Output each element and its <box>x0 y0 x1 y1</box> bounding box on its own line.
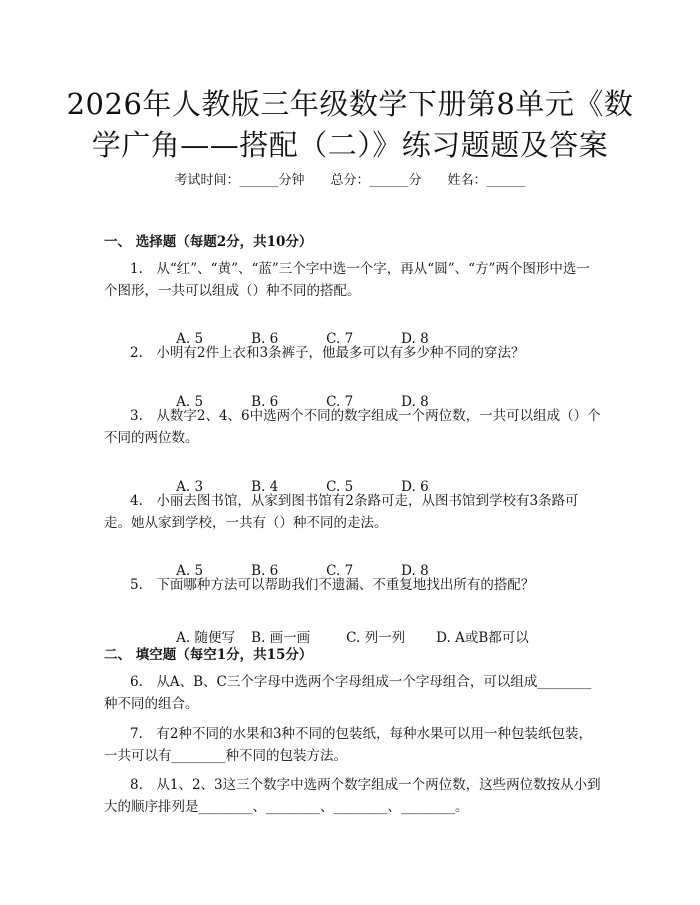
exam-info-line: 考试时间：______分钟 总分：______分 姓名：______ <box>174 173 526 188</box>
option-b: B. 6 <box>251 563 279 579</box>
option-a: A. 随便写 <box>176 630 236 646</box>
option-c: C. 7 <box>326 563 354 579</box>
option-a: A. 5 <box>176 394 204 410</box>
option-b: B. 6 <box>251 331 279 347</box>
option-c: C. 7 <box>326 331 354 347</box>
question-4: 4. 小丽去图书馆，从家到图书馆有2条路可走，从图书馆到学校有3条路可走。她从家到学校，一共有（）种不同的走法。 <box>104 493 579 531</box>
option-c: C. 7 <box>326 394 354 410</box>
option-d: D. 6 <box>401 479 429 495</box>
question-1: 1. 从“红”、“黄”、“蓝”三个字中选一个字，再从“圆”、“方”两个图形中选一个图形，一共可以组成（）种不同的搭配。 <box>104 261 590 299</box>
section-heading-choice: 一、 选择题（每题2分，共10分） <box>104 234 313 250</box>
option-d: D. 8 <box>401 331 429 347</box>
question-6: 6. 从A、B、C三个字母中选两个字母组成一个字母组合，可以组成________种不同的组合。 <box>104 674 592 712</box>
option-d: D. 8 <box>401 394 429 410</box>
option-a: A. 5 <box>176 563 204 579</box>
option-d: D. A或B都可以 <box>436 630 529 646</box>
question-5: 5. 下面哪种方法可以帮助我们不遗漏、不重复地找出所有的搭配？ <box>130 577 535 593</box>
question-8: 8. 从1、2、3这三个数字中选两个数字组成一个两位数，这些两位数按从小到大的顺序排列是________、________、________、________。 <box>104 777 601 815</box>
option-b: B. 6 <box>251 394 279 410</box>
question-2: 2. 小明有2件上衣和3条裤子，他最多可以有多少种不同的穿法？ <box>130 345 525 361</box>
option-a: A. 5 <box>176 331 204 347</box>
page-title: 2026年人教版三年级数学下册第8单元《数学广角——搭配（二）》练习题题及答案 <box>66 87 634 162</box>
option-d: D. 8 <box>401 563 429 579</box>
option-b: B. 画一画 <box>251 630 311 646</box>
option-c: C. 5 <box>326 479 354 495</box>
option-c: C. 列一列 <box>346 630 406 646</box>
question-3: 3. 从数字2、4、6中选两个不同的数字组成一个两位数，一共可以组成（）个不同的两位数。 <box>104 408 601 446</box>
option-b: B. 4 <box>251 479 279 495</box>
section-heading-fill: 二、 填空题（每空1分，共15分） <box>104 647 313 663</box>
option-a: A. 3 <box>176 479 204 495</box>
question-7: 7. 有2种不同的水果和3种不同的包装纸，每种水果可以用一种包装纸包装，一共可以有________种不同的包装方法。 <box>104 726 593 764</box>
